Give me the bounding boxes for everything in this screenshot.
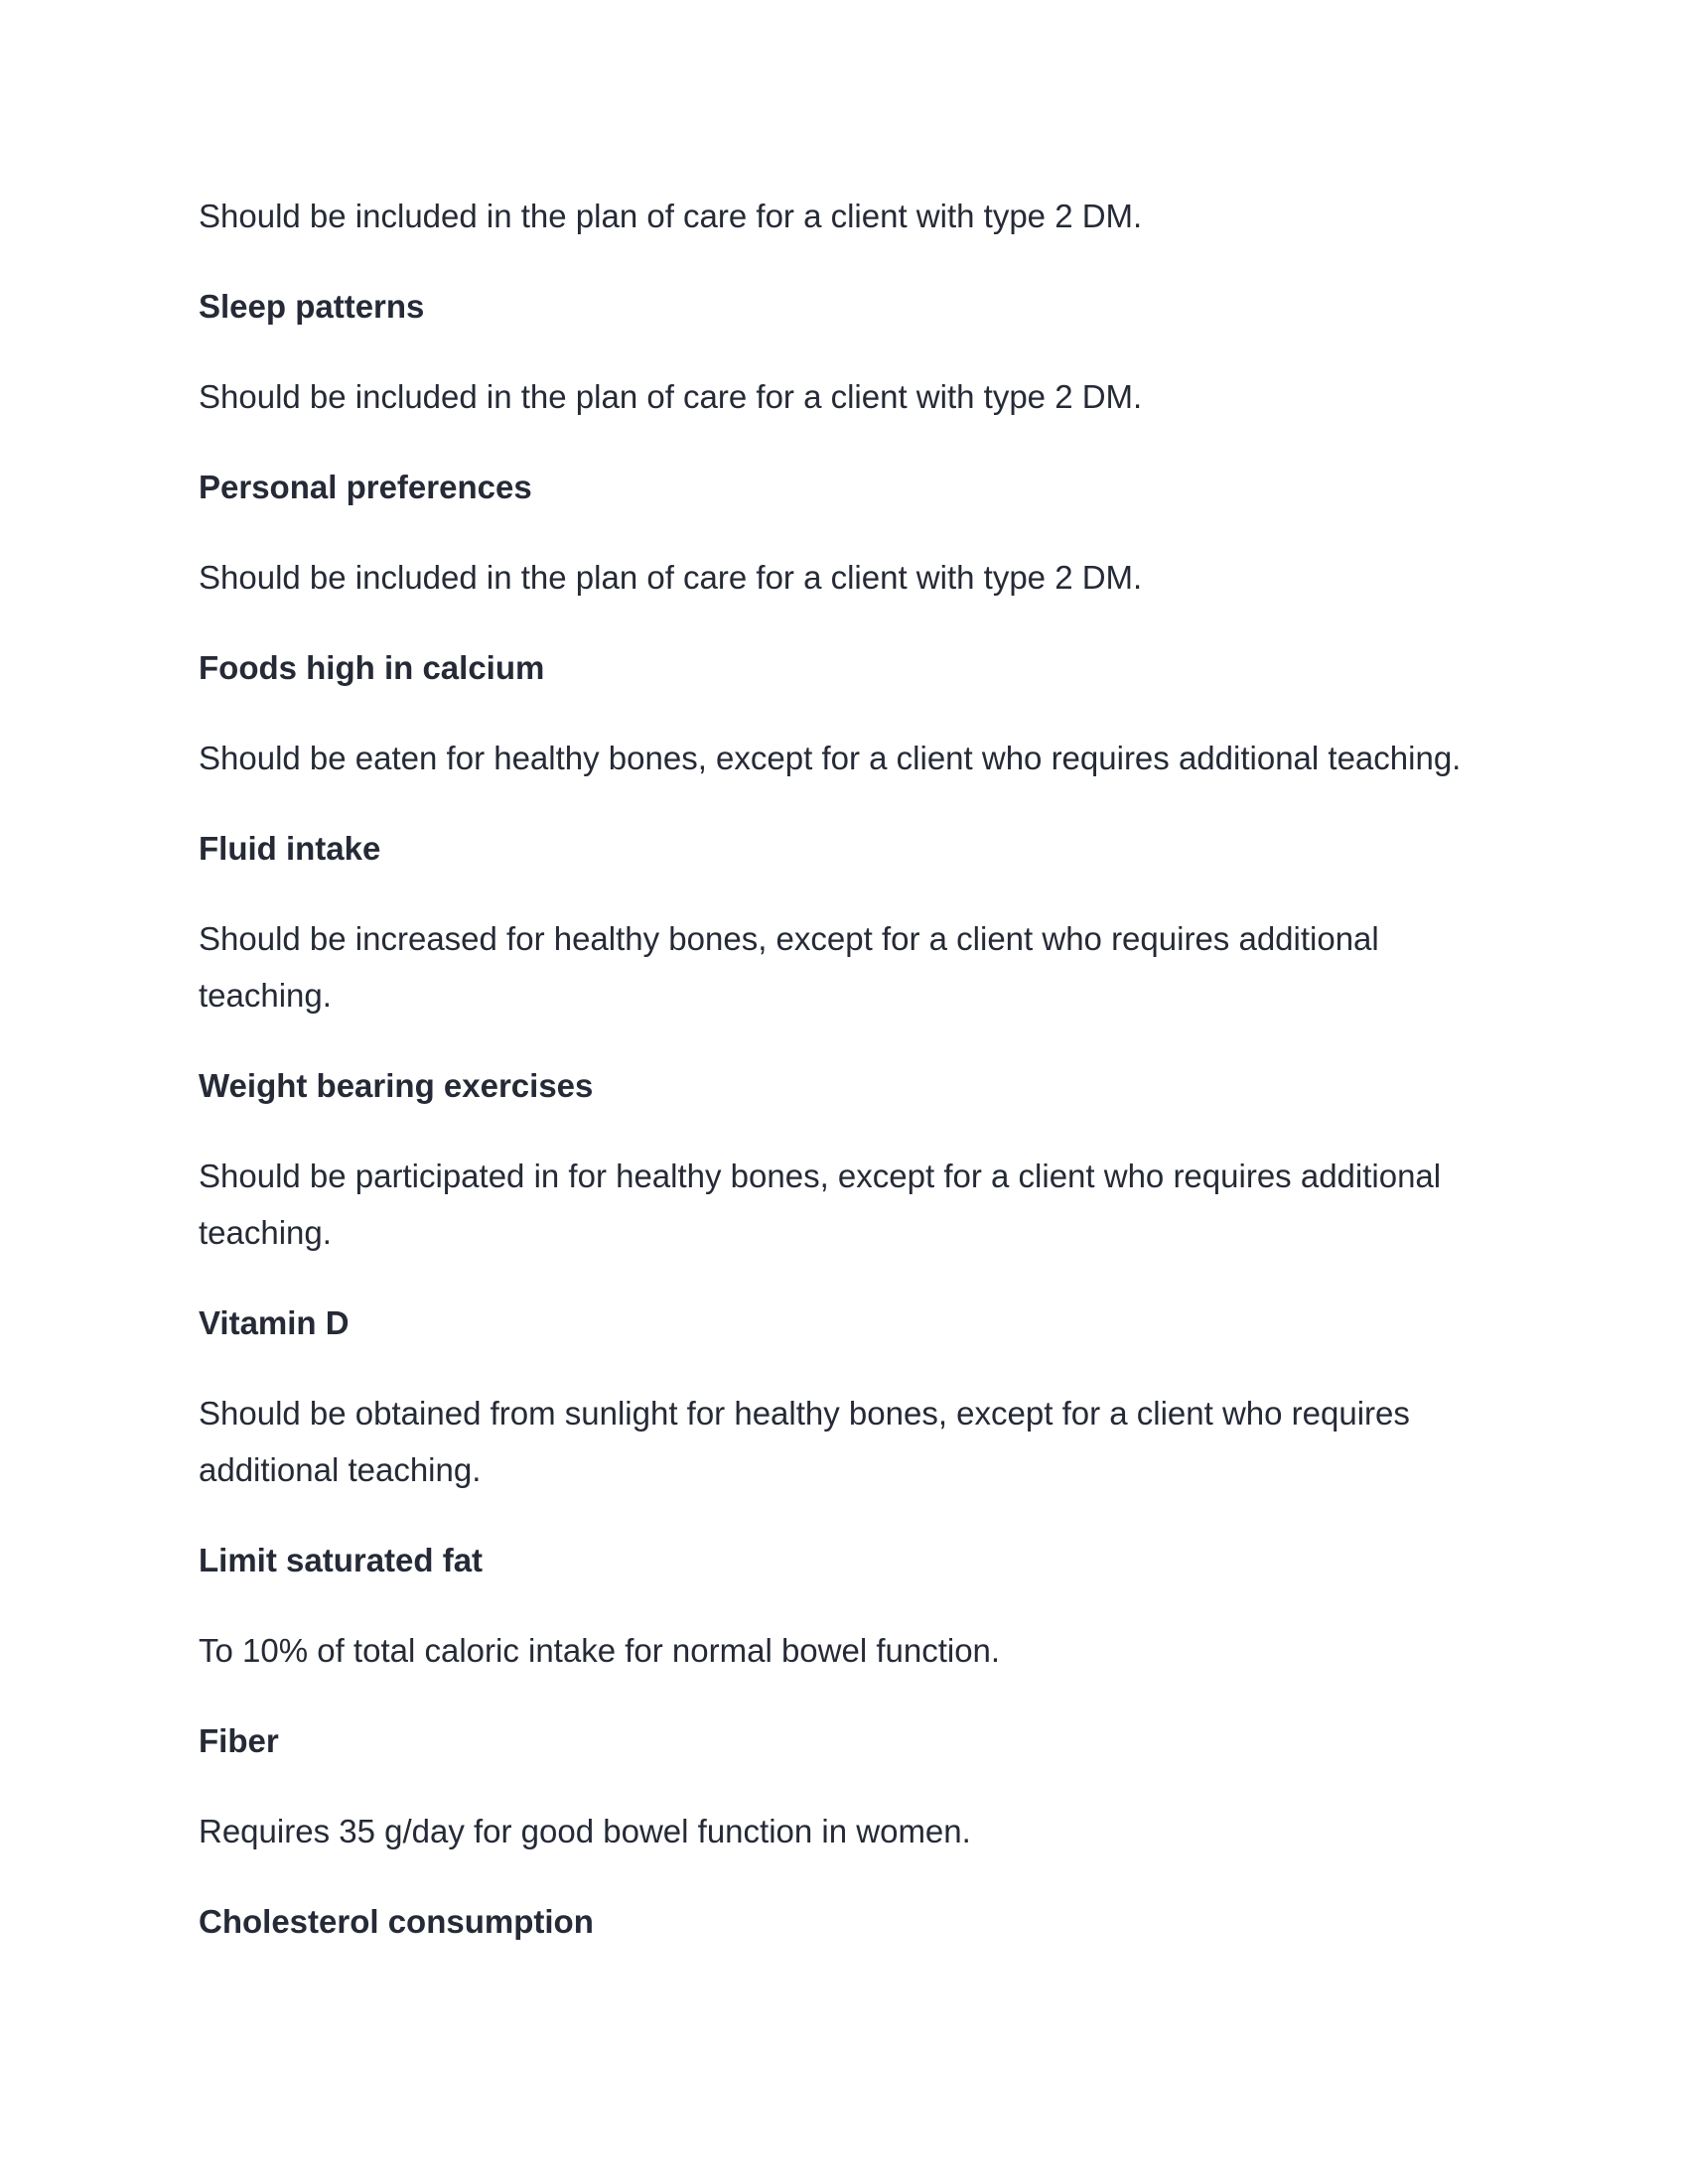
heading-fiber: Fiber <box>199 1722 279 1759</box>
paragraph-weight-bearing: Should be participated in for healthy bones, except for a client who requires additional teaching. <box>199 1158 1442 1251</box>
paragraph-plan-of-care-1: Should be included in the plan of care for a client with type 2 DM. <box>199 198 1143 234</box>
paragraph-vitamin-d: Should be obtained from sunlight for healthy bones, except for a client who requires additional teaching. <box>199 1395 1410 1488</box>
heading-personal-preferences: Personal preferences <box>199 469 532 505</box>
heading-fluid-intake: Fluid intake <box>199 830 381 867</box>
heading-limit-saturated-fat: Limit saturated fat <box>199 1542 484 1578</box>
heading-sleep-patterns: Sleep patterns <box>199 288 425 325</box>
heading-weight-bearing-exercises: Weight bearing exercises <box>199 1067 594 1104</box>
paragraph-fluid-intake: Should be increased for healthy bones, except for a client who requires additional teaching. <box>199 920 1379 1014</box>
paragraph-plan-of-care-2: Should be included in the plan of care for a client with type 2 DM. <box>199 378 1143 415</box>
heading-cholesterol-consumption: Cholesterol consumption <box>199 1903 594 1940</box>
heading-vitamin-d: Vitamin D <box>199 1304 350 1341</box>
paragraph-plan-of-care-3: Should be included in the plan of care for a client with type 2 DM. <box>199 559 1143 596</box>
document-page <box>199 188 1519 1950</box>
paragraph-calcium: Should be eaten for healthy bones, except for a client who requires additional teaching. <box>199 740 1462 776</box>
paragraph-saturated-fat: To 10% of total caloric intake for normal bowel function. <box>199 1632 1001 1669</box>
paragraph-fiber: Requires 35 g/day for good bowel function in women. <box>199 1813 971 1849</box>
heading-foods-high-in-calcium: Foods high in calcium <box>199 649 545 686</box>
